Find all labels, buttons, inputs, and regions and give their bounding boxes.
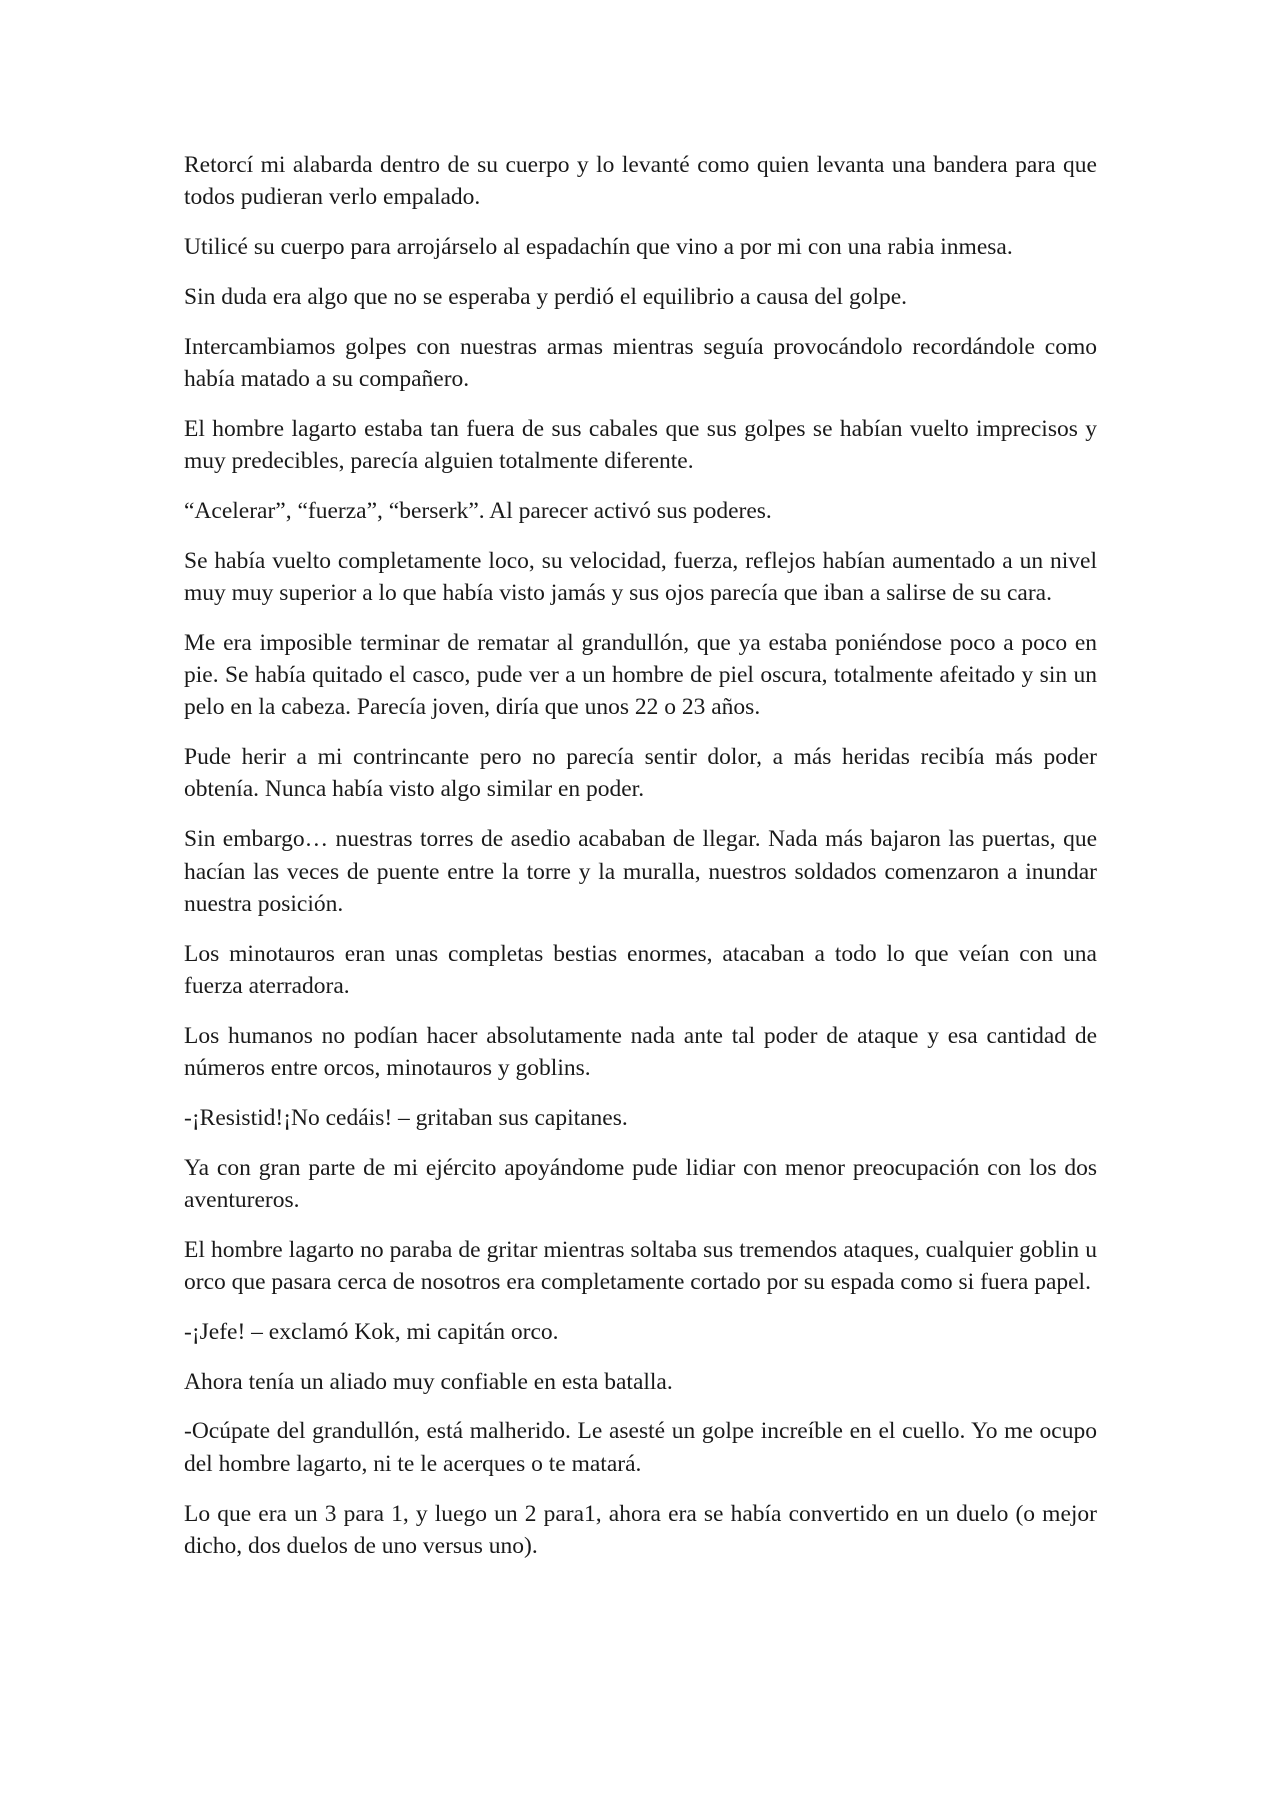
paragraph-18: -Ocúpate del grandullón, está malherido. Le asesté un golpe increíble en el cuello. Yo me ocupo del hombre lagarto, ni te le acerques o te matará. xyxy=(184,1418,1097,1477)
paragraph-6: “Acelerar”, “fuerza”, “berserk”. Al parecer activó sus poderes. xyxy=(184,497,772,524)
paragraph-8: Me era imposible terminar de rematar al grandullón, que ya estaba poniéndose poco a poco en pie. Se había quitado el casco, pude ver a un hombre de piel oscura, totalmente afeitado y sin un pelo en la cabeza. Parecía joven, diría que unos 22 o 23 años. xyxy=(184,629,1097,721)
paragraph-1: Retorcí mi alabarda dentro de su cuerpo y lo levanté como quien levanta una bandera para que todos pudieran verlo empalado. xyxy=(184,152,1097,211)
paragraph-4: Intercambiamos golpes con nuestras armas mientras seguía provocándolo recordándole como había matado a su compañero. xyxy=(184,333,1097,392)
paragraph-9: Pude herir a mi contrincante pero no parecía sentir dolor, a más heridas recibía más poder obtenía. Nunca había visto algo similar en poder. xyxy=(184,744,1097,803)
paragraph-12: Los humanos no podían hacer absolutamente nada ante tal poder de ataque y esa cantidad de números entre orcos, minotauros y goblins. xyxy=(184,1022,1097,1082)
paragraph-11: Los minotauros eran unas completas bestias enormes, atacaban a todo lo que veían con una fuerza aterradora. xyxy=(184,940,1097,999)
document-body xyxy=(184,149,1097,1580)
paragraph-5: El hombre lagarto estaba tan fuera de sus cabales que sus golpes se habían vuelto imprecisos y muy predecibles, parecía alguien totalmente diferente. xyxy=(184,415,1097,475)
paragraph-13: -¡Resistid!¡No cedáis! – gritaban sus capitanes. xyxy=(184,1104,628,1131)
paragraph-19: Lo que era un 3 para 1, y luego un 2 para1, ahora era se había convertido en un duelo (o mejor dicho, dos duelos de uno versus uno). xyxy=(184,1500,1097,1559)
paragraph-14: Ya con gran parte de mi ejército apoyándome pude lidiar con menor preocupación con los dos aventureros. xyxy=(184,1154,1097,1213)
paragraph-7: Se había vuelto completamente loco, su velocidad, fuerza, reflejos habían aumentado a un nivel muy muy superior a lo que había visto jamás y sus ojos parecía que iban a salirse de su cara. xyxy=(184,547,1097,606)
paragraph-3: Sin duda era algo que no se esperaba y perdió el equilibrio a causa del golpe. xyxy=(184,283,908,310)
paragraph-16: -¡Jefe! – exclamó Kok, mi capitán orco. xyxy=(184,1318,559,1345)
paragraph-17: Ahora tenía un aliado muy confiable en esta batalla. xyxy=(184,1368,673,1395)
paragraph-15: El hombre lagarto no paraba de gritar mientras soltaba sus tremendos ataques, cualquier goblin u orco que pasara cerca de nosotros era completamente cortado por su espada como si fuera papel. xyxy=(184,1236,1097,1296)
paragraph-2: Utilicé su cuerpo para arrojárselo al espadachín que vino a por mi con una rabia inmesa. xyxy=(184,234,1013,261)
paragraph-10: Sin embargo… nuestras torres de asedio acababan de llegar. Nada más bajaron las puertas, que hacían las veces de puente entre la torre y la muralla, nuestros soldados comenzaron a inundar nuestra posición. xyxy=(184,826,1097,917)
